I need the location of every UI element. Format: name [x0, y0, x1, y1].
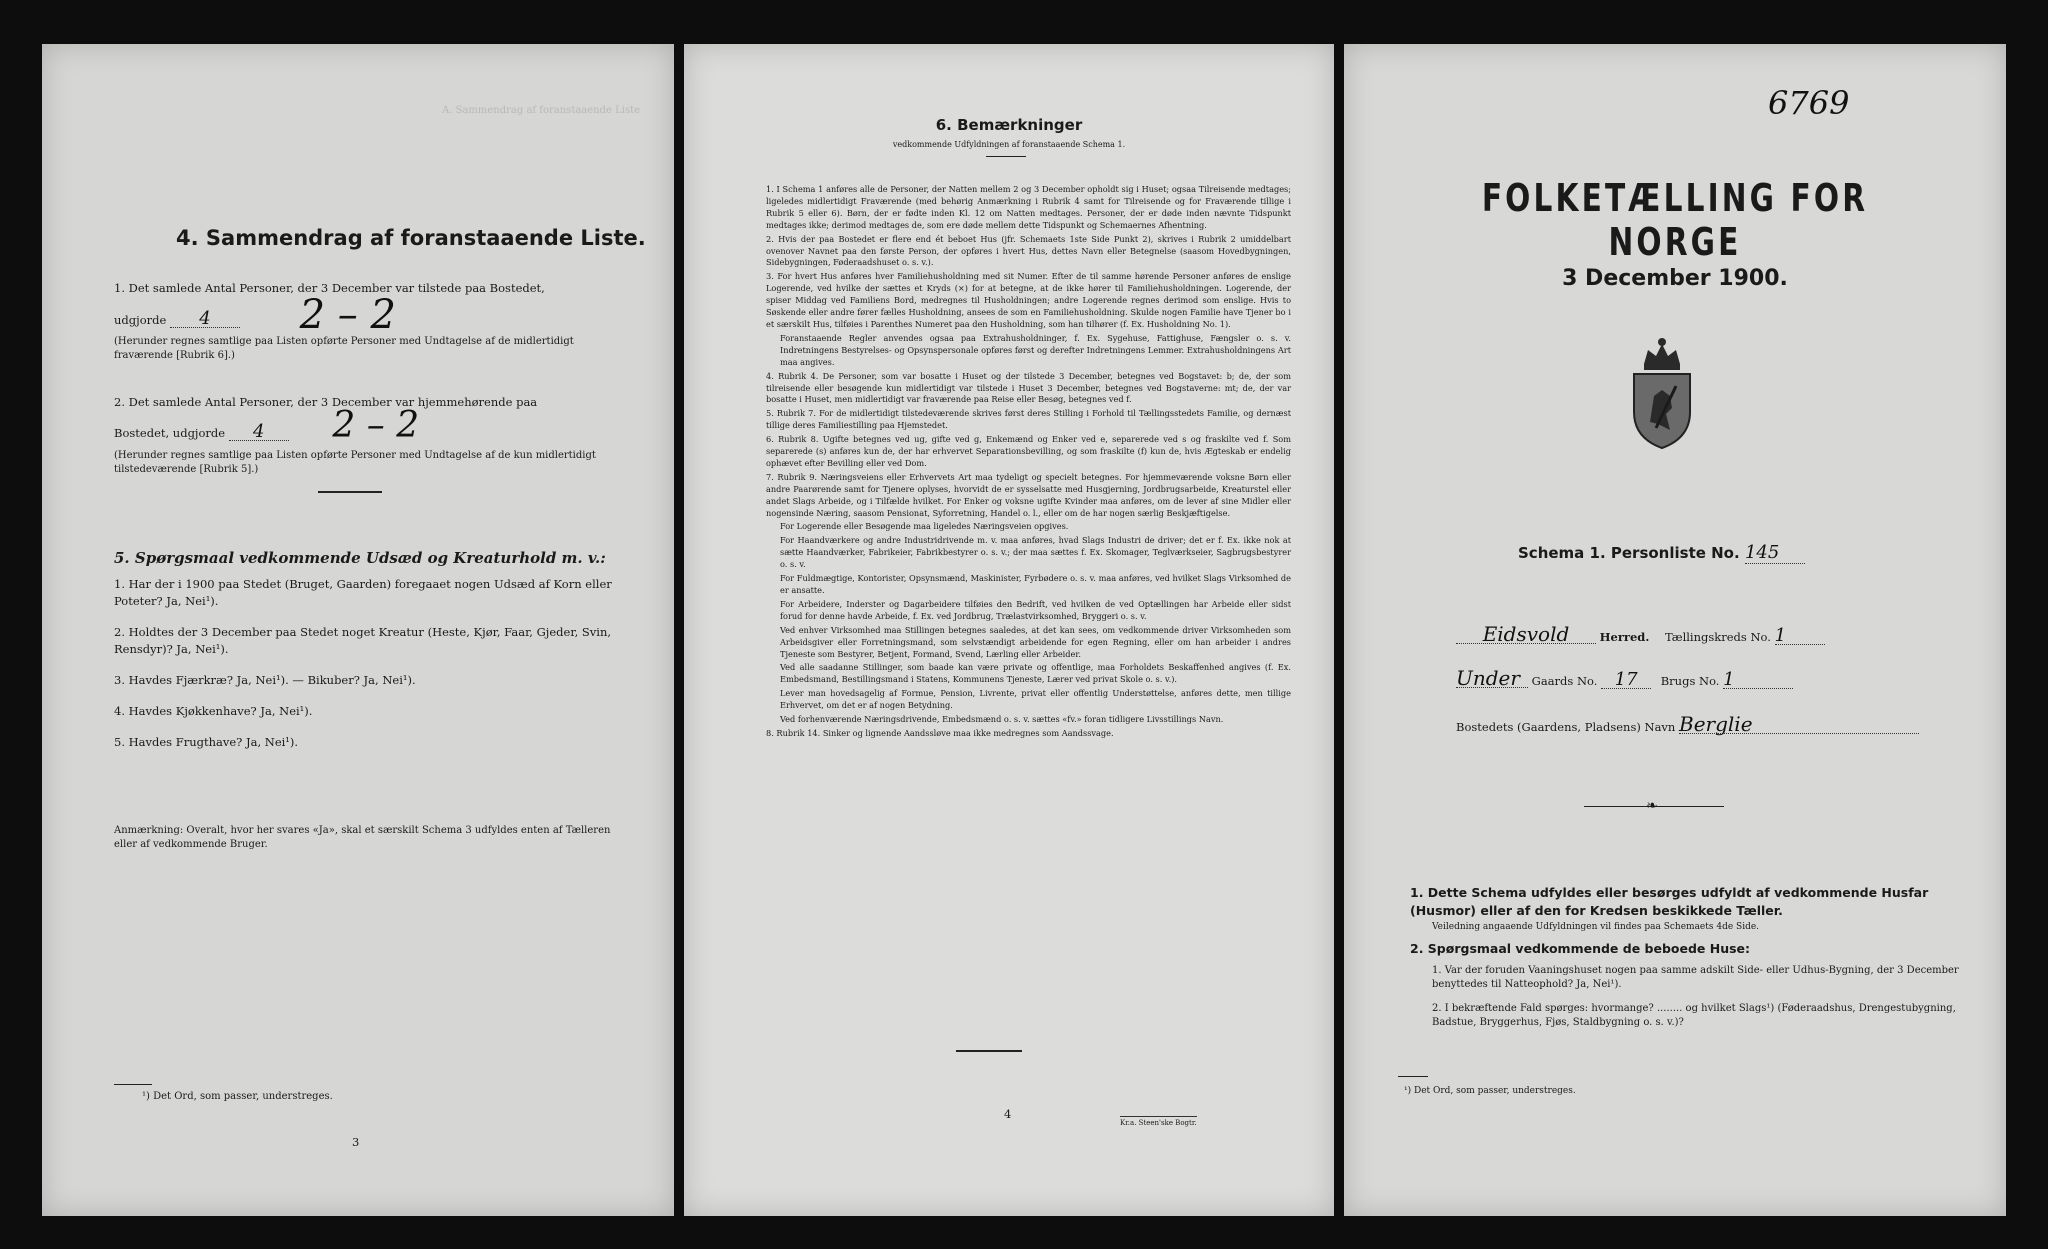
question-2: 2. Holdtes der 3 December paa Stedet noget Kreatur (Heste, Kjør, Faar, Gjeder, Svin, Rensdyr)? Ja, Nei¹). — [114, 625, 612, 656]
footnote-rule — [1398, 1076, 1428, 1077]
footnote: ¹) Det Ord, som passer, understreges. — [1404, 1086, 1576, 1096]
item1-hand: 2 – 2 — [299, 292, 396, 338]
gaard-prefix: Under — [1456, 670, 1528, 688]
section5-title: 5. Spørgsmaal vedkommende Udsæd og Kreaturhold m. v.: — [114, 549, 606, 567]
herred-line — [1456, 622, 1976, 646]
item1-note: (Herunder regnes samtlige paa Listen opførte Personer med Undtagelse af de midlertidigt fraværende [Rubrik 6].) — [114, 336, 574, 361]
item2-note: (Herunder regnes samtlige paa Listen opførte Personer med Undtagelse af de kun midlertidigt tilstedeværende [Rubrik 5].) — [114, 450, 596, 475]
remark-item: For Logerende eller Besøgende maa ligeledes Næringsveien opgives. — [780, 521, 1069, 532]
instruction-2-2: 2. I bekræftende Fald spørges: hvormange? ........ og hvilket Slags¹) (Føderaadshus, Drengestubygning, Badstue, Bryggerhus, Fjøs, Staldbygning o. s. v.)? — [1432, 1003, 1956, 1028]
remark-item: 1. I Schema 1 anføres alle de Personer, der Natten mellem 2 og 3 December opholdt sig i Huset; ogsaa Tilreisende medtages; ligeledes midlertidigt Fraværende (med behørig Anmærkning i Rubrik 4 samt for Tilreisende og for Fraværende tillige i Rubrik 5 eller 6). Børn, der er fødte inden Kl. 12 om Natten medtages. Personer, der er døde inden nævnte Tidspunkt medtages ikke; derimod medtages de, som ere døde mellem dette Tidspunkt og Schemaernes Afhentning. — [766, 184, 1291, 230]
remark-item: 8. Rubrik 14. Sinker og lignende Aandssløve maa ikke medregnes som Aandssvage. — [766, 727, 1114, 738]
schema-label: Schema 1. Personliste No. — [1518, 544, 1740, 562]
schema-number: 145 — [1745, 542, 1805, 564]
section4-title: 4. Sammendrag af foranstaaende Liste. — [176, 226, 646, 250]
anmerkning: Anmærkning: Overalt, hvor her svares «Ja», skal et særskilt Schema 3 udfyldes enten af Tælleren eller af vedkommende Bruger. — [114, 825, 611, 850]
footnote: ¹) Det Ord, som passer, understreges. — [142, 1091, 333, 1102]
item1-text: 1. Det samlede Antal Personer, der 3 December var tilstede paa Bostedet, — [114, 281, 545, 295]
remark-item: Ved alle saadanne Stillinger, som baade kan være private og offentlige, maa Forholdets Beskaffenhed angives (f. Ex. Embedsmand, Bestillingsmand i Statens, Kommunens Tjeneste, Lærer ved privat Skole o. s. v.). — [780, 662, 1291, 685]
brugs-number: 1 — [1723, 671, 1793, 689]
kreds-label: Tællingskreds No. — [1664, 630, 1771, 644]
question-5: 5. Havdes Frugthave? Ja, Nei¹). — [114, 735, 299, 749]
remarks-title: 6. Bemærkninger — [935, 116, 1083, 134]
item1-value: 4 — [170, 310, 240, 328]
ornament-icon: ❧ — [1646, 798, 1658, 814]
instruction-1: 1. Dette Schema udfyldes eller besørges udfyldt af vedkommende Husfar (Husmor) eller af den for Kredsen beskikkede Tæller. — [1410, 885, 1929, 918]
bosted-name: Berglie — [1679, 716, 1919, 734]
page-number: 4 — [1004, 1107, 1012, 1121]
faint-header: A. Sammendrag af foranstaaende Liste — [442, 105, 641, 116]
gaards-label: Gaards No. — [1531, 674, 1598, 688]
remark-item: 2. Hvis der paa Bostedet er flere end ét beboet Hus (jfr. Schemaets 1ste Side Punkt 2), skrives i Rubrik 2 umiddelbart ovenover Navnet paa den første Person, der opføres i hvert Hus, dettes Navn eller Betegnelse (saasom Hovedbygningen, Sidebygningen, Føderaadshuset o. s. v.). — [766, 233, 1291, 268]
item2-value: 4 — [229, 423, 289, 441]
census-date: 3 December 1900. — [1562, 266, 1788, 291]
brugs-label: Brugs No. — [1660, 674, 1720, 688]
instruction-2: 2. Spørgsmaal vedkommende de beboede Huse: — [1410, 941, 1751, 956]
remark-item: For Arbeidere, Inderster og Dagarbeidere tilføies den Bedrift, ved hvilken de ved Optællingen har Arbeide eller sidst forud for denne havde Arbeide, f. Ex. ved Jordbrug, Trælastvirksomhed, Bryggeri o. s. v. — [780, 598, 1291, 621]
remark-item: 4. Rubrik 4. De Personer, som var bosatte i Huset og der tilstede 3 December, betegnes ved Bogstavet: b; de, der som tilreisende eller besøgende kun midlertidigt var tilstede i Huset 3 December, betegnes ved Bogstaverne: mt; de, der var bosatte i Huset, men midlertidigt var fraværende paa Reise eller Besøg, betegnes ved f. — [766, 370, 1291, 405]
questions — [114, 576, 634, 765]
question-3: 3. Havdes Fjærkræ? Ja, Nei¹). — Bikuber? Ja, Nei¹). — [114, 673, 416, 687]
bottom-divider — [956, 1050, 1022, 1052]
bosted-line — [1456, 712, 1976, 736]
item2-text: 2. Det samlede Antal Personer, der 3 December var hjemmehørende paa — [114, 395, 538, 409]
remark-item: For Fuldmægtige, Kontorister, Opsynsmænd, Maskinister, Fyrbødere o. s. v. maa anføres, ved hvilket Slags Virksomhed de er ansatte. — [780, 573, 1291, 595]
bosted-label: Bostedets (Gaardens, Pladsens) Navn — [1456, 720, 1676, 734]
archive-number: 6769 — [1768, 84, 1850, 122]
page-number: 3 — [352, 1135, 360, 1149]
instruction-1-sub: Veiledning angaaende Udfyldningen vil findes paa Schemaets 4de Side. — [1432, 922, 1760, 932]
remark-item: 5. Rubrik 7. For de midlertidigt tilstedeværende skrives først deres Stilling i Forhold til Tællingsstedets Familie, og dernæst tillige deres Familiestilling paa Hjemstedet. — [766, 408, 1291, 431]
remark-item: 7. Rubrik 9. Næringsveiens eller Erhvervets Art maa tydeligt og specielt betegnes. For hjemmeværende voksne Børn eller andre Paarørende samt for Tjenere oplyses, hvorvidt de er sysselsatte med Husgjerning, Jordbrugsarbeide, Kreaturstel eller andet Slags Arbeide, og i Tilfælde hvilket. For Enker og voksne ugifte Kvinder maa anføres, om de lever af sine Midler eller nogensinde Næring, saasom Pensionat, Syforretning, Handel o. l., eller om de har nogen særlig Beskjæftigelse. — [766, 471, 1291, 518]
coat-of-arms-icon — [1626, 334, 1698, 450]
kreds-number: 1 — [1775, 627, 1825, 645]
item1 — [114, 280, 634, 363]
herred-name: Eidsvold — [1456, 626, 1596, 644]
item2 — [114, 394, 634, 477]
divider — [318, 491, 382, 493]
schema-line — [1518, 542, 1805, 564]
herred-label: Herred. — [1599, 630, 1650, 644]
gaards-number: 17 — [1601, 671, 1651, 689]
remark-item: Lever man hovedsagelig af Formue, Pension, Livrente, privat eller offentlig Understøttelse, anføres dette, men tillige Erhvervet, om det er af nogen Betydning. — [780, 688, 1291, 711]
instructions — [1410, 884, 1970, 1030]
item2-prefix: Bostedet, udgjorde — [114, 426, 226, 440]
remark-item: 6. Rubrik 8. Ugifte betegnes ved ug, gifte ved g, Enkemænd og Enker ved e, separerede ved s og fraskilte ved f. Som separerede (s) anføres kun de, der har erhvervet Separationsbevilling, og som fraskilte (f) kun de, hvis Ægteskab er endelig ophævet efter Bevilling eller ved Dom. — [766, 434, 1291, 468]
remarks-subtitle: vedkommende Udfyldningen af foranstaaende Schema 1. — [892, 140, 1126, 149]
remark-item: Foranstaaende Regler anvendes ogsaa paa Extrahusholdninger, f. Ex. Sygehuse, Fattighuse, Fængsler o. s. v. Indretningens Bestyrelses- og Opsynspersonale opføres først og derefter Indretningens Lemmer. Extrahusholdningens Art maa angives. — [780, 332, 1291, 367]
remark-item: Ved enhver Virksomhed maa Stillingen betegnes saaledes, at det kan sees, om vedkommende driver Virksomheden som Arbeidsgiver eller Forretningsmand, som selvstændigt arbeidende for egen Regning, eller om han arbeider i andres Tjeneste som Bestyrer, Betjent, Formand, Svend, Lærling eller Arbeider. — [780, 624, 1291, 659]
middle-page — [684, 44, 1334, 1216]
remark-item: For Haandværkere og andre Industridrivende m. v. maa anføres, hvad Slags Industri de driver; det er f. Ex. ikke nok at sætte Haandværker, Fabrikeier, Fabrikbestyrer o. s. v.; der maa sættes f. Ex. Skomager, Teglværkseier, Sagbrugsbestyrer o. s. v. — [780, 535, 1291, 570]
instruction-2-1: 1. Var der foruden Vaaningshuset nogen paa samme adskilt Side- eller Udhus-Bygning, der 3 December benyttedes til Natteophold? Ja, Nei¹). — [1432, 965, 1959, 990]
question-4: 4. Havdes Kjøkkenhave? Ja, Nei¹). — [114, 704, 313, 718]
gaard-line — [1456, 666, 1976, 690]
subtitle-rule — [986, 156, 1026, 157]
remarks-list — [766, 184, 1291, 742]
main-title: FOLKETÆLLING FOR NORGE — [1481, 176, 1869, 264]
remark-item: Ved forhenværende Næringsdrivende, Embedsmænd o. s. v. sættes «fv.» foran tidligere Livsstillings Navn. — [780, 714, 1224, 725]
printer-mark: Kr.a. Steen'ske Bogtr. — [1120, 1116, 1197, 1127]
right-page — [1344, 44, 2006, 1216]
left-page — [42, 44, 674, 1216]
item1-prefix: udgjorde — [114, 313, 167, 327]
question-1: 1. Har der i 1900 paa Stedet (Bruget, Gaarden) foregaaet nogen Udsæd af Korn eller Poteter? Ja, Nei¹). — [114, 577, 612, 608]
item2-hand: 2 – 2 — [332, 405, 420, 446]
footnote-rule — [114, 1084, 152, 1085]
remark-item: 3. For hvert Hus anføres hver Familiehusholdning med sit Numer. Efter de til samme hørende Personer anføres de enslige Logerende, ved hvilke der sættes et Kryds (×) for at betegne, at de ikke hører til Familiehusholdningen. Logerende, der spiser Middag ved Familiens Bord, medregnes til Husholdningen; andre Logerende regnes derimod som enslige. Hvis to Søskende eller andre fører fælles Husholdning, ansees de som en Familiehusholdning. Skulde nogen Familie have Tjener bo i et særskilt Hus, tilføies i Parenthes Numeret paa den Husholdning, som han tilhører (f. Ex. Husholdning No. 1). — [766, 271, 1291, 329]
